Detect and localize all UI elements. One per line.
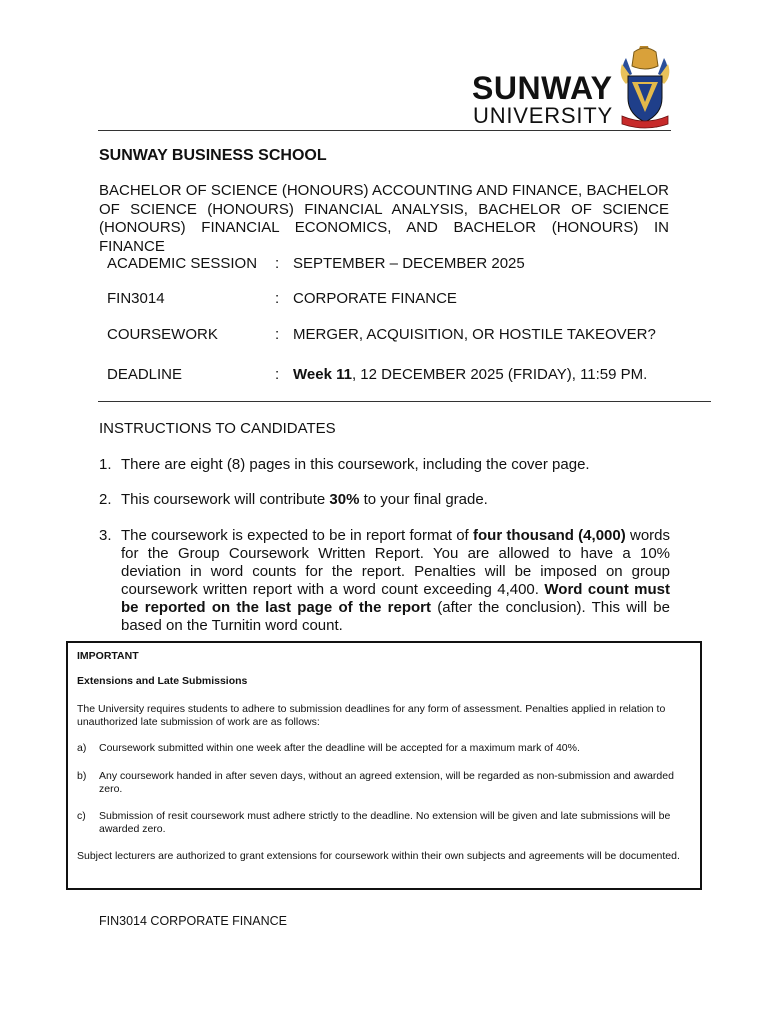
deadline-value (293, 366, 647, 383)
bold-run: 30% (329, 491, 360, 508)
list-marker: a) (77, 742, 87, 754)
page-footer: FIN3014 CORPORATE FINANCE (99, 914, 288, 928)
list-marker: c) (77, 810, 86, 822)
notice-subtitle: Extensions and Late Submissions (77, 675, 248, 687)
item-text (121, 491, 670, 509)
item-number: 3. (99, 527, 112, 544)
course-name-value: CORPORATE FINANCE (293, 290, 457, 307)
text-run: to your final grade. (359, 491, 488, 508)
university-logo (470, 44, 672, 130)
instruction-item (99, 456, 670, 474)
colon: : (275, 326, 280, 343)
item-number: 1. (99, 456, 112, 473)
text-run: This coursework will contribute (121, 491, 330, 508)
notice-closing: Subject lecturers are authorized to grant extensions for coursework within their own subjects and agreements will be documented. (77, 850, 680, 862)
item-text (121, 527, 670, 635)
coursework-label: COURSEWORK (107, 326, 218, 343)
bold-run: Word count must be reported on the last page of the report (121, 581, 670, 616)
university-crest-icon (618, 44, 672, 130)
bold-run: four thousand (4,000) (473, 527, 626, 544)
notice-title: IMPORTANT (77, 650, 139, 662)
course-code-label: FIN3014 (107, 290, 165, 307)
header-divider (98, 130, 671, 131)
notice-intro: The University requires students to adhere to submission deadlines for any form of assessment. Penalties applied in relation to unauthorized late submission of work are as follows: (77, 703, 666, 728)
logo-wordmark-university: UNIVERSITY (473, 103, 614, 128)
list-marker: b) (77, 770, 87, 782)
text-run: (after the conclusion). This will be based on the Turnitin word count. (121, 599, 670, 634)
instructions-heading: INSTRUCTIONS TO CANDIDATES (99, 420, 336, 437)
list-text: Submission of resit coursework must adhere strictly to the deadline. No extension will be given and late submissions will be awarded zero. (99, 810, 671, 835)
programme-title: BACHELOR OF SCIENCE (HONOURS) ACCOUNTING AND FINANCE, BACHELOR OF SCIENCE (HONOURS) FINANCIAL ANALYSIS, BACHELOR OF SCIENCE (HONOURS) FINANCIAL ECONOMICS, AND BACHELOR (HONOURS) IN FINANCE (99, 182, 669, 255)
school-name: SUNWAY BUSINESS SCHOOL (99, 147, 327, 164)
deadline-date: , 12 DECEMBER 2025 (FRIDAY), 11:59 PM. (351, 366, 648, 383)
important-notice-box (66, 641, 702, 890)
item-number: 2. (99, 491, 112, 508)
text-run: words for the Group Coursework Written Report. You are allowed to have a 10% deviation in word counts for the report. Penalties will be imposed on group coursework written report with a word count exceeding 4,400. (121, 527, 670, 598)
instruction-item (99, 491, 670, 509)
session-value: SEPTEMBER – DECEMBER 2025 (293, 255, 525, 272)
list-text: Coursework submitted within one week after the deadline will be accepted for a maximum mark of 40%. (99, 742, 580, 754)
instruction-item (99, 527, 670, 635)
list-text: Any coursework handed in after seven days, without an agreed extension, will be regarded as non-submission and awarded zero. (99, 770, 674, 795)
item-text: There are eight (8) pages in this coursework, including the cover page. (121, 456, 590, 473)
section-divider (98, 401, 711, 402)
coursework-title-value: MERGER, ACQUISITION, OR HOSTILE TAKEOVER? (293, 326, 656, 343)
deadline-week: Week 11 (293, 366, 352, 383)
deadline-label: DEADLINE (107, 366, 183, 383)
logo-wordmark-sunway: SUNWAY (472, 70, 613, 106)
colon: : (275, 366, 280, 383)
colon: : (275, 255, 280, 272)
text-run: The coursework is expected to be in report format of (121, 527, 473, 544)
colon: : (275, 290, 280, 307)
session-label: ACADEMIC SESSION (107, 255, 258, 272)
